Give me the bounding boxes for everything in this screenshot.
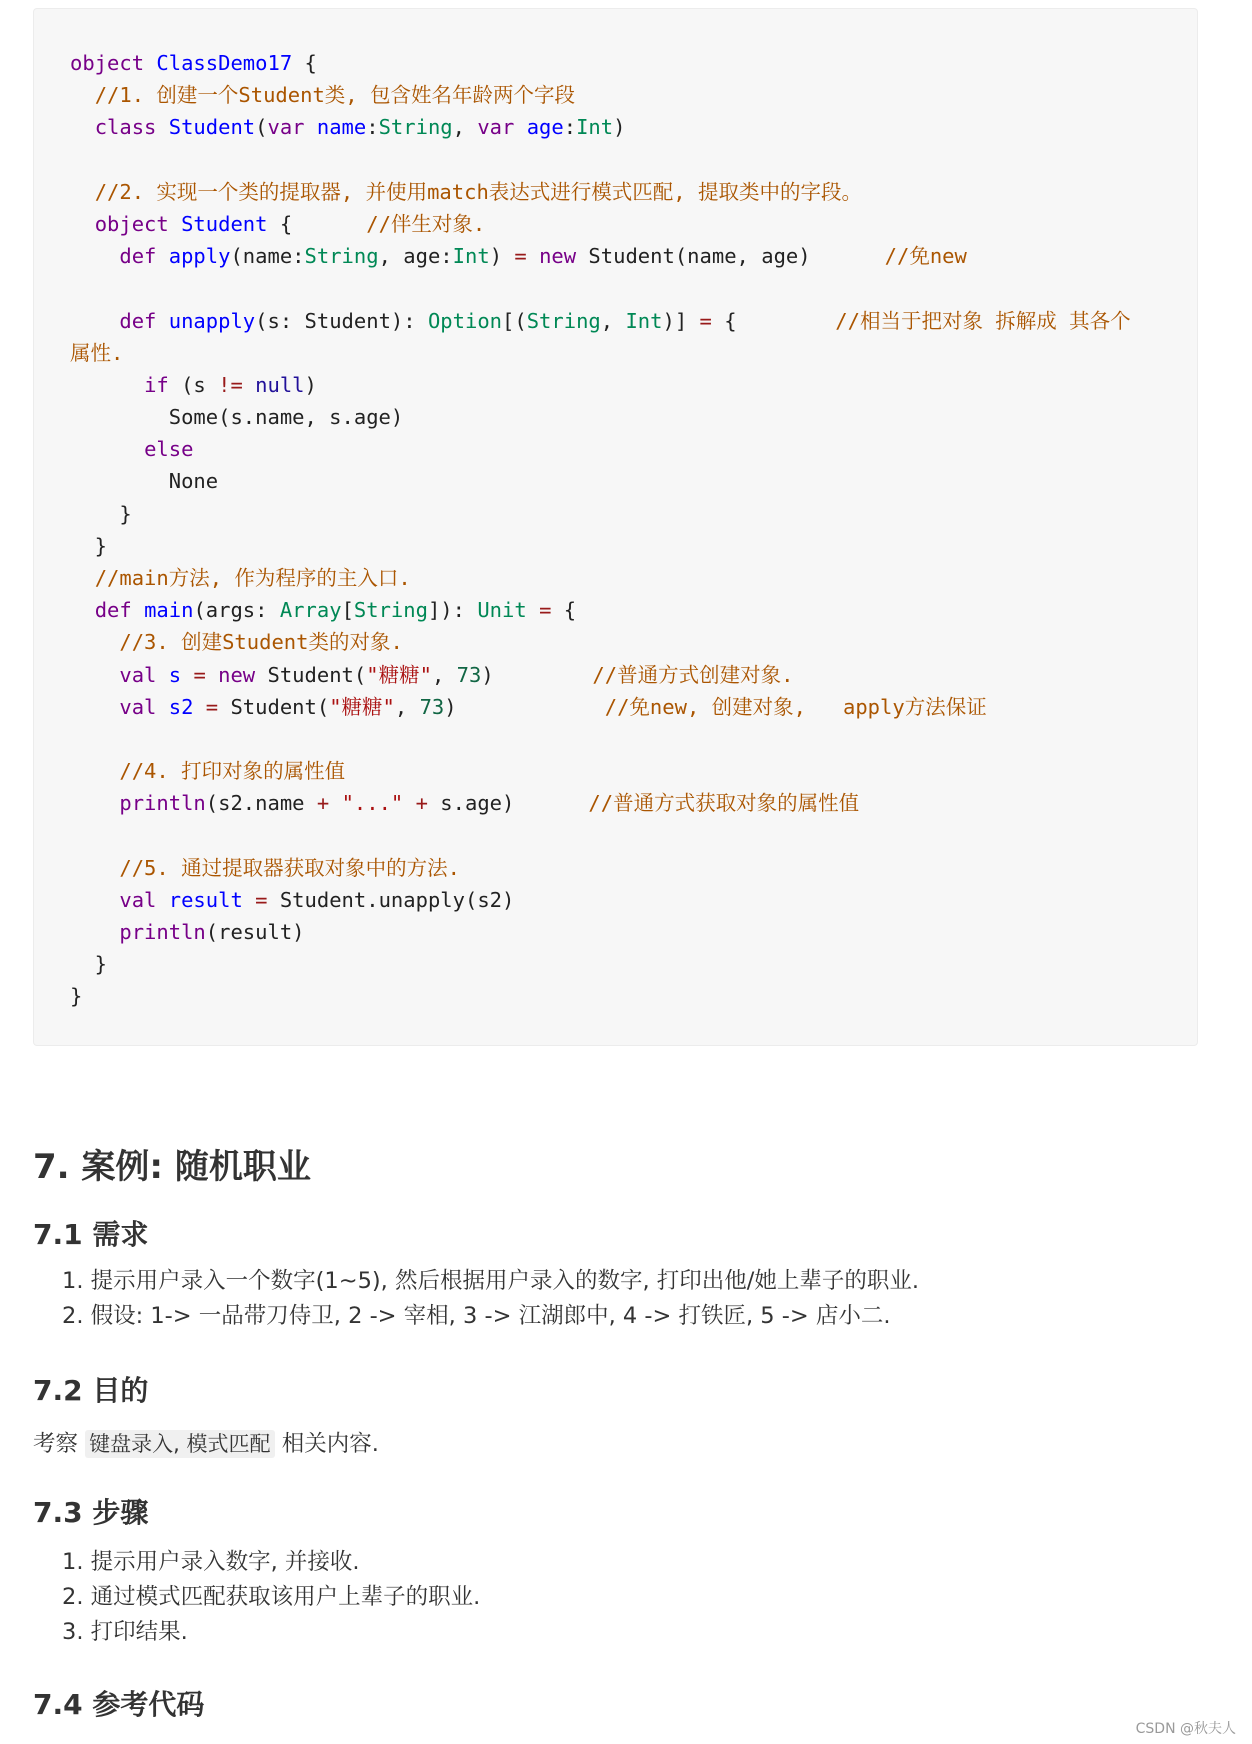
code-token: var: [267, 115, 305, 140]
code-token: [181, 663, 193, 687]
code-token: }: [70, 984, 83, 1009]
code-token: [70, 437, 144, 461]
code-token: //2. 实现一个类的提取器, 并使用match表达式进行模式匹配, 提取类中的字段。: [94, 179, 862, 204]
code-token: :: [563, 115, 577, 140]
code-token: [156, 888, 168, 912]
code-token: apply: [168, 244, 231, 269]
code-token: //相当于把对象 拆解成 其各个: [835, 308, 1131, 333]
code-token: (s: Student):: [255, 308, 428, 333]
code-token: =: [514, 244, 527, 269]
code-line: [70, 787, 1131, 819]
code-listing: [70, 47, 1131, 1013]
code-token: Student(name, age): [576, 244, 885, 269]
code-token: ,: [431, 662, 457, 687]
code-token: ClassDemo17: [156, 51, 293, 75]
code-token: [527, 598, 539, 622]
code-token: [305, 115, 317, 139]
code-line: [70, 530, 1131, 562]
code-token: [70, 244, 119, 268]
code-token: def: [119, 308, 157, 333]
code-token: s.age): [427, 791, 589, 816]
code-token: "糖糖": [329, 694, 395, 719]
subsection-reference-code-title: 7.4 参考代码: [33, 1688, 205, 1721]
code-token: }: [70, 952, 108, 977]
code-token: }: [70, 533, 108, 558]
code-token: //普通方式获取对象的属性值: [588, 791, 860, 816]
code-token: 73: [419, 694, 445, 719]
code-token: def: [94, 598, 132, 623]
code-token: [243, 888, 255, 912]
code-line: [70, 659, 1131, 691]
code-token: !=: [218, 372, 243, 397]
code-token: [: [341, 598, 354, 623]
code-token: [70, 663, 119, 687]
code-token: //普通方式创建对象.: [592, 662, 794, 687]
code-token: [70, 920, 119, 944]
code-line: [70, 562, 1131, 594]
code-token: (: [255, 115, 268, 140]
code-line: [70, 208, 1131, 240]
code-token: result: [168, 887, 243, 912]
code-token: [156, 663, 168, 687]
section-title: 7. 案例: 随机职业: [33, 1147, 311, 1187]
code-token: , age:: [378, 244, 453, 269]
code-token: {: [711, 308, 836, 333]
code-token: [132, 598, 144, 622]
code-token: [70, 598, 95, 622]
code-line: [70, 465, 1131, 497]
code-token: [514, 115, 526, 139]
code-line: [70, 305, 1131, 337]
code-token: //免new, 创建对象, apply方法保证: [604, 694, 987, 719]
code-line: [70, 272, 1131, 304]
code-token: Student.unapply(s2): [267, 887, 515, 912]
subsection-purpose-title: 7.2 目的: [33, 1374, 149, 1407]
code-token: var: [477, 115, 515, 140]
code-token: "糖糖": [366, 662, 432, 687]
code-token: Student: [181, 211, 268, 236]
code-token: +: [316, 791, 330, 816]
code-line: [70, 948, 1131, 980]
code-token: [156, 115, 168, 139]
code-token: [70, 630, 119, 654]
purpose-text-end: 相关内容.: [281, 1431, 379, 1457]
code-token: [70, 115, 95, 139]
code-token: //5. 通过提取器获取对象中的方法.: [119, 855, 460, 880]
code-token: (s2.name: [205, 791, 317, 816]
code-token: def: [119, 244, 157, 269]
code-token: }: [70, 501, 132, 526]
code-token: null: [255, 372, 305, 397]
code-token: object: [94, 211, 169, 236]
code-token: [70, 856, 119, 880]
code-token: ): [304, 372, 317, 397]
code-token: +: [415, 791, 428, 816]
code-token: if: [144, 372, 169, 397]
code-token: unapply: [168, 308, 256, 333]
code-line: [70, 176, 1131, 208]
code-line: [70, 691, 1131, 723]
code-token: new: [539, 244, 577, 269]
code-token: [70, 759, 119, 783]
code-token: ): [481, 662, 593, 687]
code-token: String: [378, 115, 453, 140]
code-token: println: [119, 920, 206, 945]
code-line: [70, 111, 1131, 143]
code-line: [70, 401, 1131, 433]
code-token: )]: [662, 308, 700, 333]
code-token: [70, 373, 144, 397]
list-item: 3. 打印结果.: [62, 1619, 188, 1645]
subsection-requirements-title: 7.1 需求: [33, 1218, 149, 1251]
code-token: Int: [625, 308, 663, 333]
code-token: s: [168, 662, 182, 687]
code-token: [70, 695, 119, 719]
code-token: [70, 180, 95, 204]
code-token: [70, 791, 119, 815]
code-token: Student(: [255, 662, 367, 687]
code-token: (name:: [230, 244, 305, 269]
code-token: [70, 83, 95, 107]
code-token: val: [119, 694, 157, 719]
code-token: [193, 695, 205, 719]
code-token: [(: [502, 308, 527, 333]
code-token: :: [366, 115, 379, 140]
code-token: [144, 51, 156, 75]
code-line: [70, 79, 1131, 111]
code-token: val: [119, 887, 157, 912]
code-line: [70, 240, 1131, 272]
code-token: {: [551, 598, 577, 623]
code-token: =: [255, 887, 268, 912]
code-token: Int: [452, 244, 490, 269]
code-line: [70, 369, 1131, 401]
code-token: //4. 打印对象的属性值: [119, 759, 346, 784]
code-token: //1. 创建一个Student类, 包含姓名年龄两个字段: [94, 83, 575, 108]
code-token: ): [613, 115, 626, 140]
code-line: [70, 626, 1131, 658]
code-line: [70, 916, 1131, 948]
code-token: =: [205, 694, 219, 719]
code-token: [70, 212, 95, 236]
code-token: val: [119, 662, 157, 687]
code-token: [403, 791, 415, 815]
code-token: {: [292, 51, 317, 75]
code-token: ): [444, 694, 605, 719]
code-token: Option: [427, 308, 503, 333]
code-token: [329, 791, 341, 815]
code-line: [70, 723, 1131, 755]
code-token: [156, 309, 168, 333]
code-token: 属性.: [70, 340, 124, 365]
code-line: [70, 433, 1131, 465]
code-token: class: [94, 115, 157, 140]
code-token: //免new: [884, 244, 967, 269]
code-token: Student(: [218, 694, 330, 719]
list-item: 2. 假设: 1-> 一品带刀侍卫, 2 -> 宰相, 3 -> 江湖郎中, 4 -> 打铁匠, 5 -> 店小二.: [62, 1303, 891, 1329]
inline-code: 键盘录入, 模式匹配: [85, 1430, 274, 1458]
list-item: 1. 提示用户录入数字, 并接收.: [62, 1549, 360, 1575]
code-token: Int: [576, 115, 614, 140]
code-token: (args:: [193, 598, 280, 623]
code-line: [70, 980, 1131, 1012]
code-token: 73: [456, 662, 482, 687]
code-token: [70, 888, 119, 912]
code-token: object: [70, 51, 145, 75]
code-line: [70, 337, 1131, 369]
code-token: (result): [205, 920, 305, 945]
code-token: String: [304, 244, 379, 269]
code-token: [169, 212, 181, 236]
code-token: =: [699, 308, 712, 333]
code-token: [70, 566, 95, 590]
code-line: [70, 498, 1131, 530]
code-line: [70, 820, 1131, 852]
code-token: Array: [279, 598, 342, 623]
code-token: ,: [600, 308, 626, 333]
code-token: new: [218, 662, 256, 687]
purpose-paragraph: [33, 1427, 379, 1462]
code-token: [243, 373, 255, 397]
code-token: //伴生对象.: [366, 211, 486, 236]
code-token: =: [539, 598, 552, 623]
code-token: =: [193, 662, 206, 687]
code-line: [70, 884, 1131, 916]
code-line: [70, 47, 1131, 79]
code-token: [70, 309, 119, 333]
subsection-steps-title: 7.3 步骤: [33, 1496, 149, 1529]
code-token: (s: [168, 372, 219, 397]
code-token: "...": [341, 791, 404, 816]
code-token: ]):: [427, 598, 478, 623]
code-token: [527, 244, 539, 268]
code-token: ,: [394, 694, 420, 719]
code-line: [70, 852, 1131, 884]
purpose-text: 考察: [33, 1431, 79, 1457]
code-token: String: [526, 308, 601, 333]
code-token: Some(s.name, s.age): [70, 405, 404, 430]
requirements-list: [62, 1264, 919, 1334]
code-token: age: [526, 115, 564, 140]
code-token: Unit: [477, 598, 527, 623]
code-line: [70, 594, 1131, 626]
code-token: //3. 创建Student类的对象.: [119, 630, 403, 655]
steps-list: [62, 1545, 480, 1650]
code-token: [156, 695, 168, 719]
code-token: else: [144, 437, 194, 462]
code-token: s2: [168, 694, 194, 719]
code-token: [156, 244, 168, 268]
code-token: name: [316, 115, 367, 140]
code-token: None: [70, 469, 219, 494]
code-token: //main方法, 作为程序的主入口.: [94, 566, 411, 590]
list-item: 1. 提示用户录入一个数字(1~5), 然后根据用户录入的数字, 打印出他/她上辈子的职业.: [62, 1268, 920, 1294]
code-token: main: [144, 598, 194, 623]
code-token: String: [353, 598, 428, 623]
code-token: ): [489, 244, 515, 269]
list-item: 2. 通过模式匹配获取该用户上辈子的职业.: [62, 1584, 481, 1610]
code-token: ,: [452, 115, 478, 140]
code-block: [33, 8, 1198, 1046]
code-token: {: [267, 211, 367, 236]
code-token: [206, 663, 218, 687]
code-token: Student: [168, 115, 256, 140]
code-token: println: [119, 791, 206, 816]
code-line: [70, 144, 1131, 176]
code-line: [70, 755, 1131, 787]
watermark: CSDN @秋夫人: [1135, 1721, 1236, 1737]
